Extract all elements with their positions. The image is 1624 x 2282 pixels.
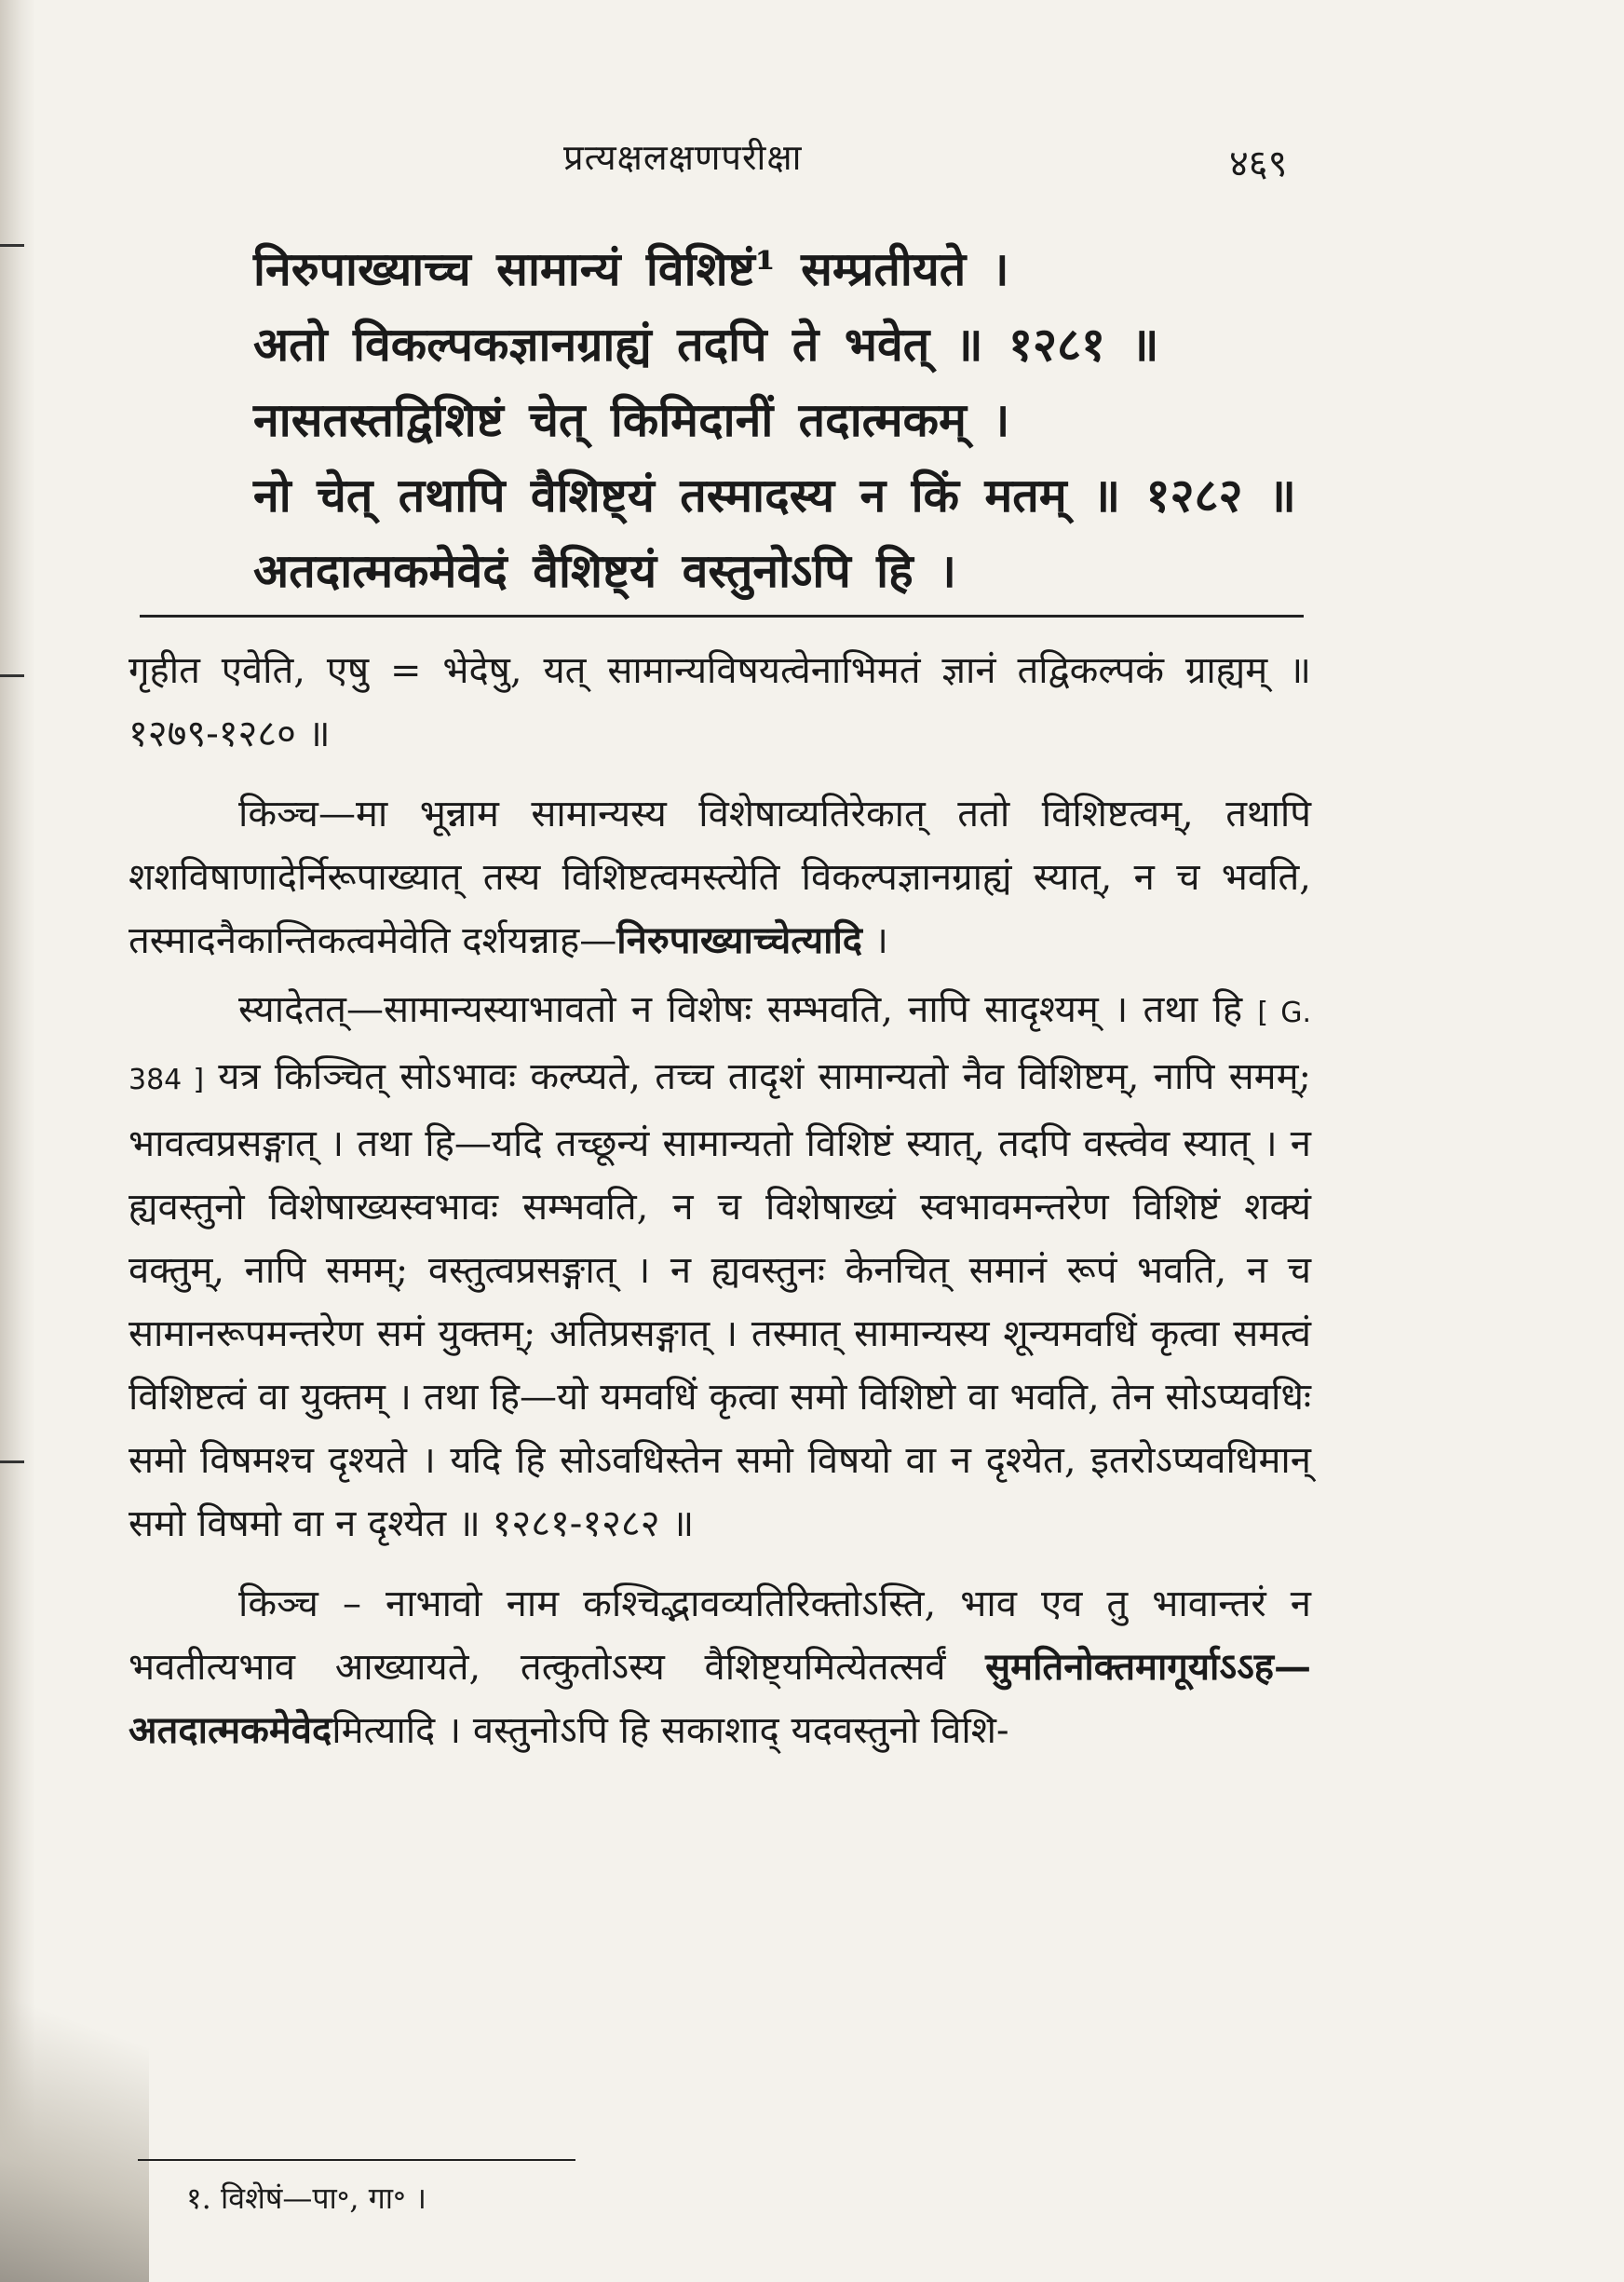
page-edge-shadow xyxy=(0,0,35,2282)
paragraph-text: किञ्च—मा भून्नाम सामान्यस्य विशेषाव्यतिरेकात् ततो विशिष्टत्वम्, तथापि शशविषाणादेर्निरूपाख्यात् तस्य विशिष्टत्वमस्त्येति विकल्पज्ञानग्राह्यं स्यात्, न च भवति, तस्मादनैकान्तिकत्वमेवेति दर्शयन्नाह— xyxy=(129,793,1311,962)
commentary-paragraph xyxy=(129,1572,1311,1762)
paragraph-text: किञ्च – नाभावो नाम कश्चिद्भावव्यतिरिक्तोऽस्ति, भाव एव तु भावान्तरं न भवतीत्यभाव आख्यायते, तत्कुतोऽस्य वैशिष्ट्यमित्येतत्सर्वं xyxy=(129,1582,1311,1689)
verse-divider xyxy=(140,615,1304,618)
paragraph-text: स्यादेतत्—सामान्यस्याभावतो न विशेषः सम्भवति, नापि सादृश्यम् । तथा हि xyxy=(238,988,1258,1031)
commentary-paragraph: गृहीत एवेति, एषु = भेदेषु, यत् सामान्यविषयत्वेनाभिमतं ज्ञानं तद्विकल्पकं ग्राह्यम् ॥ १२७९-१२८० ॥ xyxy=(129,649,1311,755)
paragraph-text: मित्यादि । वस्तुनोऽपि हि सकाशाद् यदवस्तुनो विशि- xyxy=(332,1709,1009,1752)
footnote: १. विशेषं—पा॰, गा॰ । xyxy=(186,2180,426,2216)
page-reference: [ G. 384 ] xyxy=(129,997,1311,1096)
verse-line: निरुपाख्याच्च सामान्यं विशिष्टं¹ सम्प्रतीयते । xyxy=(253,241,1009,296)
page-number: ४६९ xyxy=(1229,143,1288,185)
running-head xyxy=(0,132,1624,188)
lemma: निरुपाख्याच्चेत्यादि xyxy=(616,918,863,962)
page-corner-shadow xyxy=(0,1975,149,2282)
paragraph-text: । xyxy=(862,919,888,962)
verse-block xyxy=(253,231,1324,608)
margin-tick xyxy=(0,674,24,677)
commentary xyxy=(129,639,1311,1768)
commentary-paragraph xyxy=(129,978,1311,1555)
margin-tick xyxy=(0,244,24,247)
lemma: सुमतिनोक्तमागूर्याऽऽह—अतदात्मकमेवेद xyxy=(129,1645,1311,1752)
margin-tick xyxy=(0,1460,24,1463)
verse-line: नासतस्तद्विशिष्टं चेत् किमिदानीं तदात्मकम् । xyxy=(253,392,1010,447)
verse-line: नो चेत् तथापि वैशिष्ट्यं तस्मादस्य न किं मतम् ॥ १२८२ ॥ xyxy=(253,468,1296,523)
footnote-divider xyxy=(138,2159,575,2161)
paragraph-text: यत्र किञ्चित् सोऽभावः कल्प्यते, तच्च तादृशं सामान्यतो नैव विशिष्टम्, नापि समम्; भावत्वप्रसङ्गात् । तथा हि—यदि तच्छून्यं सामान्यतो विशिष्टं स्यात्, तदपि वस्त्वेव स्यात् । न ह्यवस्तुनो विशेषाख्यस्वभावः सम्भवति, न च विशेषाख्यं स्वभावमन्तरेण विशिष्टं शक्यं वक्तुम्, नापि समम्; वस्तुत्वप्रसङ्गात् । न ह्यवस्तुनः केनचित् समानं रूपं भवति, न च सामानरूपमन्तरेण समं युक्तम्; अतिप्रसङ्गात् । तस्मात् सामान्यस्य शून्यमवधिं कृत्वा समत्वं विशिष्टत्वं वा युक्तम् । तथा हि—यो यमवधिं कृत्वा समो विशिष्टो वा भवति, तेन सोऽप्यवधिः समो विषमश्च दृश्यते । यदि हि सोऽवधिस्तेन समो विषयो वा न दृश्येत, इतरोऽप्यवधिमान् समो विषमो वा न दृश्येत ॥ १२८१-१२८२ ॥ xyxy=(129,1055,1311,1545)
verse-line: अतदात्मकमेवेदं वैशिष्ट्यं वस्तुनोऽपि हि । xyxy=(253,543,956,598)
running-title: प्रत्यक्षलक्षणपरीक्षा xyxy=(563,137,803,178)
verse-line: अतो विकल्पकज्ञानग्राह्यं तदपि ते भवेत् ॥ १२८१ ॥ xyxy=(253,317,1159,372)
commentary-paragraph xyxy=(129,782,1311,972)
